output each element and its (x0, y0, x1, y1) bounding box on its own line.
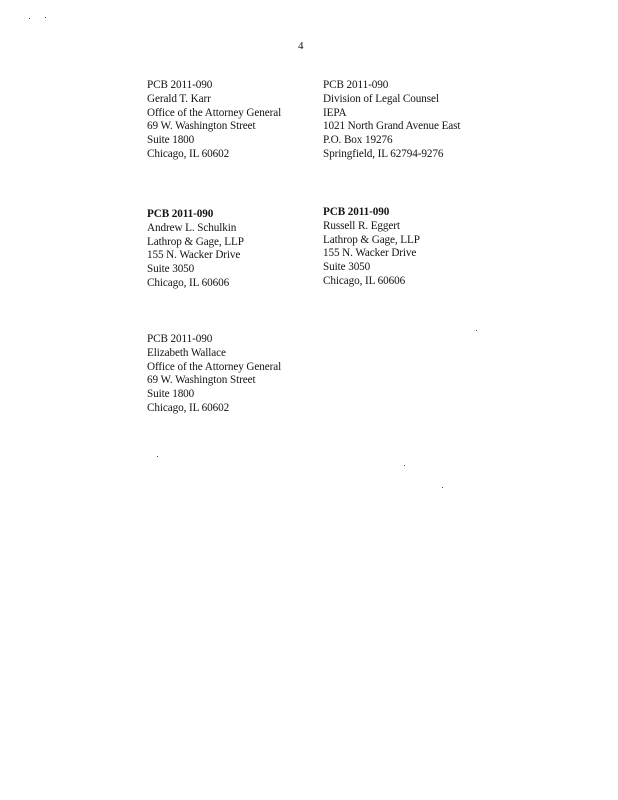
organization: IEPA (323, 106, 347, 119)
suite: Suite 3050 (323, 261, 371, 274)
city-state-zip: Chicago, IL 60606 (147, 276, 230, 289)
address-block-iepa (323, 79, 460, 162)
recipient-name: Gerald T. Karr (147, 92, 211, 105)
scan-speck (476, 330, 477, 331)
case-number: PCB 2011-090 (147, 79, 213, 91)
street-address: 155 N. Wacker Drive (323, 247, 417, 260)
organization: Office of the Attorney General (147, 360, 282, 373)
case-number: PCB 2011-090 (323, 79, 389, 91)
recipient-name: Division of Legal Counsel (323, 92, 439, 105)
case-number: PCB 2011-090 (147, 208, 214, 220)
city-state-zip: Chicago, IL 60602 (147, 401, 230, 414)
address-block-eggert (323, 206, 420, 289)
street-address: 69 W. Washington Street (147, 374, 256, 387)
city-state-zip: Chicago, IL 60606 (323, 274, 406, 287)
organization: Office of the Attorney General (147, 106, 282, 119)
street-address: 1021 North Grand Avenue East (323, 120, 461, 133)
street-address: 155 N. Wacker Drive (147, 249, 241, 262)
case-number: PCB 2011-090 (323, 206, 390, 218)
recipient-name: Russell R. Eggert (323, 219, 400, 232)
suite: Suite 3050 (147, 263, 195, 276)
scan-speck (29, 18, 30, 19)
po-box: P.O. Box 19276 (323, 134, 393, 147)
address-block-schulkin (147, 208, 244, 291)
recipient-name: Elizabeth Wallace (147, 346, 226, 359)
address-block-wallace (147, 333, 281, 416)
address-block-karr (147, 79, 281, 162)
scan-speck (442, 487, 443, 488)
street-address: 69 W. Washington Street (147, 120, 256, 133)
scan-speck (404, 465, 405, 466)
scan-speck (157, 456, 158, 457)
suite: Suite 1800 (147, 134, 195, 147)
organization: Lathrop & Gage, LLP (323, 233, 420, 246)
city-state-zip: Springfield, IL 62794-9276 (323, 147, 444, 160)
scan-speck (45, 17, 46, 18)
city-state-zip: Chicago, IL 60602 (147, 147, 230, 160)
organization: Lathrop & Gage, LLP (147, 235, 244, 248)
page-number: 4 (298, 40, 304, 52)
recipient-name: Andrew L. Schulkin (147, 221, 237, 234)
case-number: PCB 2011-090 (147, 333, 213, 345)
suite: Suite 1800 (147, 388, 195, 401)
